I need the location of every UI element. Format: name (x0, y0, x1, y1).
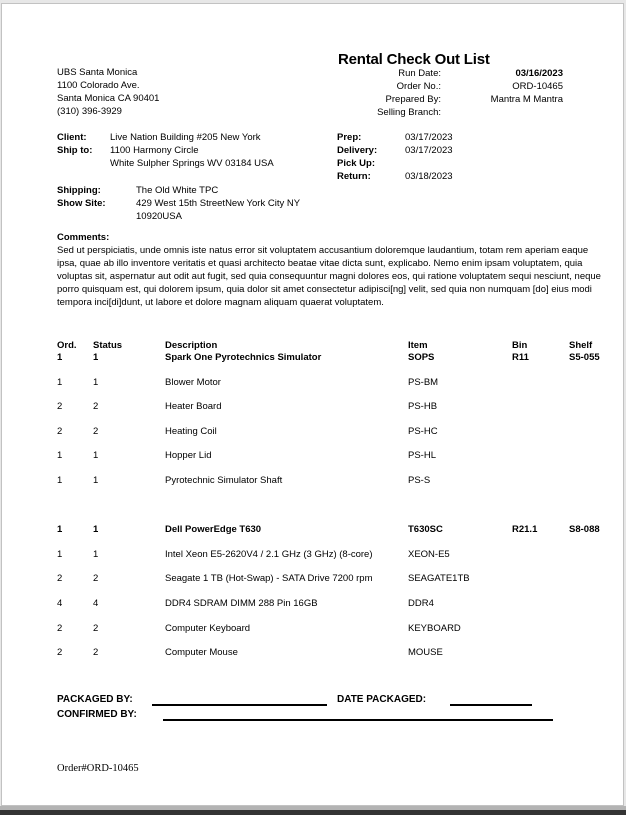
delivery-row (337, 144, 485, 157)
client-block (57, 131, 274, 170)
cell-item: SOPS (408, 352, 435, 363)
items-table-body (57, 352, 608, 672)
table-row (57, 598, 608, 623)
meta-row-order-no (280, 80, 563, 93)
table-row (57, 426, 608, 451)
header-description: Description (165, 340, 218, 351)
cell-ord: 1 (57, 376, 63, 388)
footer-order-number: Order#ORD-10465 (57, 763, 139, 774)
show-site-row (57, 197, 300, 210)
shipping-value: The Old White TPC (136, 185, 219, 196)
cell-bin (512, 549, 569, 574)
prep-row (337, 131, 485, 144)
cell-ord: 2 (57, 425, 63, 437)
cell-desc: Heater Board (165, 401, 222, 413)
ship-to-row (57, 144, 274, 157)
cell-status: 1 (93, 450, 99, 462)
cell-status: 2 (93, 647, 99, 659)
branch-address-line1: 1100 Colorado Ave. (57, 80, 140, 91)
table-row (57, 573, 608, 598)
client-label: Client: (57, 132, 87, 143)
return-label: Return: (337, 171, 371, 182)
ship-to-line1: 1100 Harmony Circle (110, 145, 199, 156)
cell-item: PS-HB (408, 401, 438, 413)
header-item: Item (408, 340, 428, 351)
table-row (57, 524, 608, 549)
cell-ord: 2 (57, 622, 63, 634)
cell-desc: Blower Motor (165, 376, 221, 388)
cell-item: PS-HL (408, 450, 436, 462)
delivery-date: 03/17/2023 (405, 145, 453, 156)
cell-bin (512, 401, 569, 426)
packaged-by-label: PACKAGED BY: (57, 694, 133, 705)
selling-branch-value (441, 106, 563, 119)
cell-shelf: S5-055 (569, 352, 600, 363)
show-site-label-spacer (57, 210, 136, 223)
return-row (337, 170, 485, 183)
table-row (57, 475, 608, 500)
header-bin: Bin (512, 340, 528, 351)
confirmed-by-signature-line (163, 719, 553, 721)
table-row (57, 352, 608, 377)
cell-shelf (569, 647, 608, 672)
shipping-row (57, 184, 300, 197)
cell-item: KEYBOARD (408, 622, 461, 634)
table-row (57, 549, 608, 574)
cell-status: 1 (93, 474, 99, 486)
show-site-line1: 429 West 15th StreetNew York City NY (136, 198, 301, 209)
delivery-label: Delivery: (337, 145, 378, 156)
comments-text: Sed ut perspiciatis, unde omnis iste natus error sit voluptatem accusantium doloremque laudantium, totam rem aperiam eaque ipsa, quae ab illo inventore veritatis et quasi architecto beatae vitae dicta sunt, explicabo. Nemo enim ipsam voluptatem, quia voluptas sit, aspernatur aut odit aut fugit, sed quia consequuntur magni dolores eos, qui ratione voluptatem sequi nesciunt, neque porro quisquam est, qui dolorem ipsum, quia dolor sit amet consectetur adipisci[ng] velit, sed quia non numquam [do] eius modi tempora inci[di]dunt, ut labore et dolore magnam aliquam quaerat voluptatem. (57, 245, 601, 308)
cell-desc: Seagate 1 TB (Hot-Swap) - SATA Drive 7200 rpm (165, 573, 373, 585)
order-meta-block (280, 67, 563, 119)
table-row (57, 623, 608, 648)
cell-shelf (569, 450, 608, 475)
cell-desc: Hopper Lid (165, 450, 212, 462)
cell-shelf (569, 475, 608, 500)
cell-item: DDR4 (408, 597, 434, 609)
cell-status: 2 (93, 622, 99, 634)
cell-bin (512, 623, 569, 648)
table-row (57, 401, 608, 426)
branch-phone: (310) 396-3929 (57, 106, 122, 117)
cell-status: 4 (93, 597, 99, 609)
cell-ord: 2 (57, 647, 63, 659)
cell-bin (512, 450, 569, 475)
cell-bin: R11 (512, 352, 529, 363)
cell-bin (512, 647, 569, 672)
header-status: Status (93, 340, 123, 351)
cell-item: SEAGATE1TB (408, 573, 470, 585)
cell-item: MOUSE (408, 647, 443, 659)
run-date-value: 03/16/2023 (515, 68, 563, 79)
cell-status: 1 (93, 376, 99, 388)
prepared-by-value: Mantra M Mantra (490, 94, 563, 105)
cell-bin (512, 598, 569, 623)
pickup-label: Pick Up: (337, 158, 376, 169)
meta-row-prepared-by (280, 93, 563, 106)
cell-desc: Spark One Pyrotechnics Simulator (165, 352, 322, 363)
cell-status: 1 (93, 548, 99, 560)
cell-desc: Dell PowerEdge T630 (165, 524, 262, 536)
pickup-row (337, 157, 485, 170)
cell-ord: 1 (57, 450, 63, 462)
cell-desc: Intel Xeon E5-2620V4 / 2.1 GHz (3 GHz) (8-core) (165, 548, 373, 560)
table-row (57, 450, 608, 475)
table-row (57, 647, 608, 672)
comments-block (57, 231, 609, 309)
date-packaged-label: DATE PACKAGED: (337, 694, 427, 705)
cell-desc: Computer Mouse (165, 647, 238, 659)
show-site-line2: 10920USA (136, 211, 182, 222)
packaged-by-signature-line (152, 704, 327, 706)
table-row (57, 377, 608, 402)
cell-status: 2 (93, 425, 99, 437)
cell-status: 2 (93, 573, 99, 585)
cell-item: PS-S (408, 474, 431, 486)
cell-status: 1 (93, 524, 99, 536)
cell-desc: Pyrotechnic Simulator Shaft (165, 474, 283, 486)
cell-ord: 1 (57, 474, 63, 486)
cell-ord: 1 (57, 352, 63, 363)
cell-bin: R21.1 (512, 524, 538, 536)
show-site-label: Show Site: (57, 198, 106, 209)
ship-to-label-spacer (57, 157, 110, 170)
cell-shelf (569, 377, 608, 402)
header-shelf: Shelf (569, 340, 593, 351)
branch-address-line2: Santa Monica CA 90401 (57, 93, 160, 104)
prepared-by-label: Prepared By: (385, 94, 441, 105)
cell-item: T630SC (408, 524, 443, 536)
cell-desc: Heating Coil (165, 425, 217, 437)
shipping-label: Shipping: (57, 185, 101, 196)
run-date-label: Run Date: (398, 68, 441, 79)
branch-name: UBS Santa Monica (57, 67, 138, 78)
cell-shelf (569, 573, 608, 598)
order-no-label: Order No.: (396, 81, 441, 92)
cell-ord: 1 (57, 524, 63, 536)
cell-status: 1 (93, 352, 99, 363)
cell-shelf: S8-088 (569, 524, 600, 536)
items-table (57, 340, 608, 672)
cell-bin (512, 426, 569, 451)
meta-row-selling-branch (280, 106, 563, 119)
cell-ord: 2 (57, 573, 63, 585)
cell-ord: 1 (57, 548, 63, 560)
cell-desc: DDR4 SDRAM DIMM 288 Pin 16GB (165, 597, 318, 609)
table-group-gap (57, 500, 608, 525)
cell-shelf (569, 426, 608, 451)
order-no-value: ORD-10465 (512, 81, 563, 92)
cell-ord: 4 (57, 597, 63, 609)
cell-desc: Computer Keyboard (165, 622, 251, 634)
pickup-date (405, 157, 485, 170)
cell-bin (512, 475, 569, 500)
header-ord: Ord. (57, 340, 77, 351)
table-header-row (57, 340, 608, 352)
cell-status: 2 (93, 401, 99, 413)
comments-label: Comments: (57, 232, 110, 243)
shipping-block (57, 184, 300, 223)
cell-shelf (569, 401, 608, 426)
ship-to-line2: White Sulpher Springs WV 03184 USA (110, 158, 274, 169)
show-site-row2 (57, 210, 300, 223)
branch-address-block (57, 66, 159, 118)
meta-row-run-date (280, 67, 563, 80)
confirmed-by-label: CONFIRMED BY: (57, 709, 137, 720)
cell-shelf (569, 598, 608, 623)
cell-item: XEON-E5 (408, 548, 450, 560)
client-row (57, 131, 274, 144)
prep-label: Prep: (337, 132, 362, 143)
viewer-bottom-bar (0, 810, 626, 815)
cell-item: PS-HC (408, 425, 438, 437)
page-title: Rental Check Out List (338, 51, 490, 68)
ship-to-row2 (57, 157, 274, 170)
cell-shelf (569, 623, 608, 648)
schedule-block (337, 131, 485, 183)
ship-to-label: Ship to: (57, 145, 93, 156)
cell-bin (512, 377, 569, 402)
client-value: Live Nation Building #205 New York (110, 132, 261, 143)
return-date: 03/18/2023 (405, 171, 453, 182)
date-packaged-line (450, 704, 532, 706)
cell-item: PS-BM (408, 376, 439, 388)
cell-bin (512, 573, 569, 598)
cell-ord: 2 (57, 401, 63, 413)
prep-date: 03/17/2023 (405, 132, 453, 143)
selling-branch-label: Selling Branch: (377, 107, 441, 118)
cell-shelf (569, 549, 608, 574)
